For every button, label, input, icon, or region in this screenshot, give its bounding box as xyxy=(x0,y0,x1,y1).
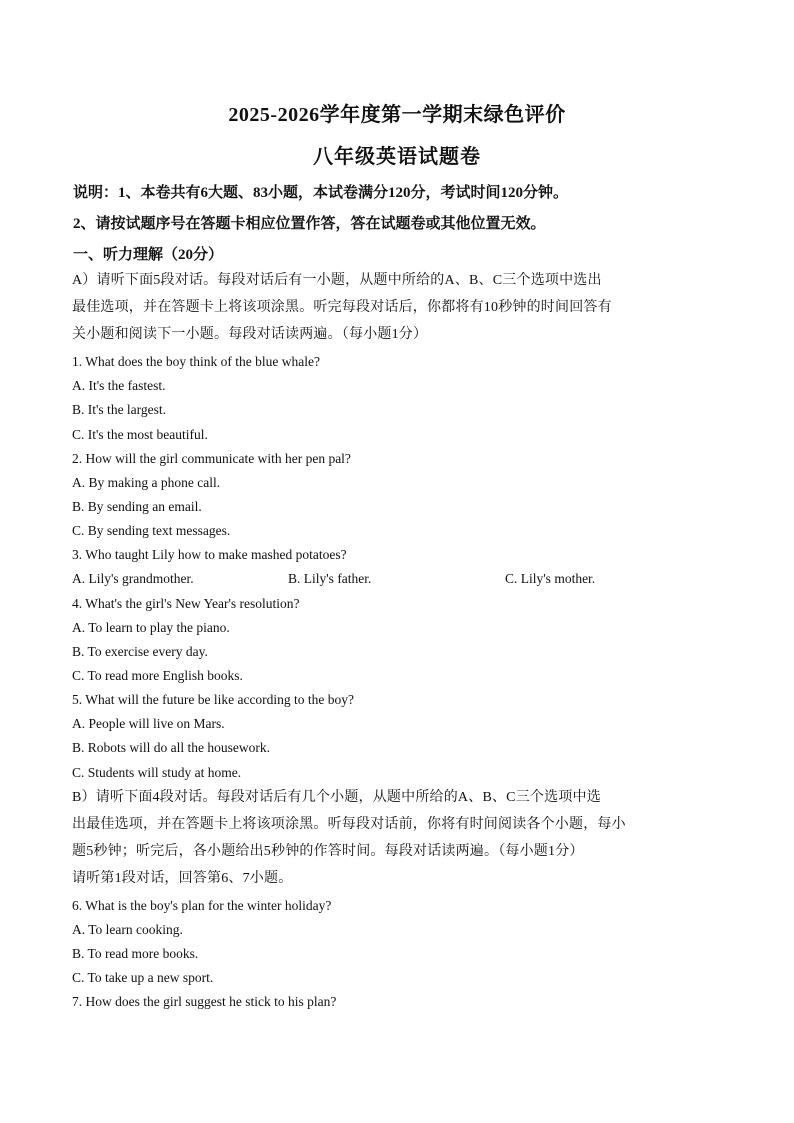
part-b-instruction-4: 请听第1段对话，回答第6、7小题。 xyxy=(72,871,293,886)
question-3-option-a: A. Lily's grandmother. xyxy=(72,571,194,586)
question-3: 3. Who taught Lily how to make mashed potatoes? xyxy=(72,547,347,562)
part-b-instruction-2: 出最佳选项，并在答题卡上将该项涂黑。听每段对话前，你将有时间阅读各个小题，每小 xyxy=(72,817,626,832)
question-5-option-c: C. Students will study at home. xyxy=(72,765,242,780)
question-4-option-a: A. To learn to play the piano. xyxy=(72,620,230,635)
question-5: 5. What will the future be like according to the boy? xyxy=(72,692,355,707)
question-7: 7. How does the girl suggest he stick to his plan? xyxy=(72,994,337,1009)
question-6-option-b: B. To read more books. xyxy=(72,946,199,961)
instruction-line-2: 2、请按试题序号在答题卡相应位置作答，答在试题卷或其他位置无效。 xyxy=(73,216,546,232)
question-1-option-b: B. It's the largest. xyxy=(72,402,167,417)
question-1: 1. What does the boy think of the blue whale? xyxy=(72,354,320,369)
question-6: 6. What is the boy's plan for the winter holiday? xyxy=(72,898,332,913)
question-3-option-c: C. Lily's mother. xyxy=(505,571,596,586)
exam-subtitle: 八年级英语试题卷 xyxy=(313,146,481,168)
question-5-option-a: A. People will live on Mars. xyxy=(72,716,225,731)
question-1-option-a: A. It's the fastest. xyxy=(72,378,166,393)
section-heading-listening: 一、听力理解（20分） xyxy=(73,247,224,263)
question-2-option-a: A. By making a phone call. xyxy=(72,475,221,490)
part-a-instruction-2: 最佳选项，并在答题卡上将该项涂黑。听完每段对话后，你都将有10秒钟的时间回答有 xyxy=(72,300,612,315)
question-4: 4. What's the girl's New Year's resolution? xyxy=(72,596,300,611)
part-a-instruction-1: A）请听下面5段对话。每段对话后有一小题，从题中所给的A、B、C三个选项中选出 xyxy=(72,273,602,288)
question-2: 2. How will the girl communicate with her pen pal? xyxy=(72,451,351,466)
question-5-option-b: B. Robots will do all the housework. xyxy=(72,740,270,755)
part-b-instruction-1: B）请听下面4段对话。每段对话后有几个小题，从题中所给的A、B、C三个选项中选 xyxy=(72,790,601,805)
question-1-option-c: C. It's the most beautiful. xyxy=(72,427,208,442)
part-a-instruction-3: 关小题和阅读下一小题。每段对话读两遍。（每小题1分） xyxy=(72,327,428,342)
part-b-instruction-3: 题5秒钟；听完后，各小题给出5秒钟的作答时间。每段对话读两遍。（每小题1分） xyxy=(72,844,584,859)
exam-title: 2025-2026学年度第一学期末绿色评价 xyxy=(228,104,566,126)
question-4-option-c: C. To read more English books. xyxy=(72,668,243,683)
question-6-option-a: A. To learn cooking. xyxy=(72,922,183,937)
instruction-line-1: 说明：1、本卷共有6大题、83小题，本试卷满分120分，考试时间120分钟。 xyxy=(73,185,569,201)
question-6-option-c: C. To take up a new sport. xyxy=(72,970,214,985)
question-4-option-b: B. To exercise every day. xyxy=(72,644,208,659)
question-3-option-b: B. Lily's father. xyxy=(288,571,372,586)
question-2-option-b: B. By sending an email. xyxy=(72,499,202,514)
question-2-option-c: C. By sending text messages. xyxy=(72,523,231,538)
